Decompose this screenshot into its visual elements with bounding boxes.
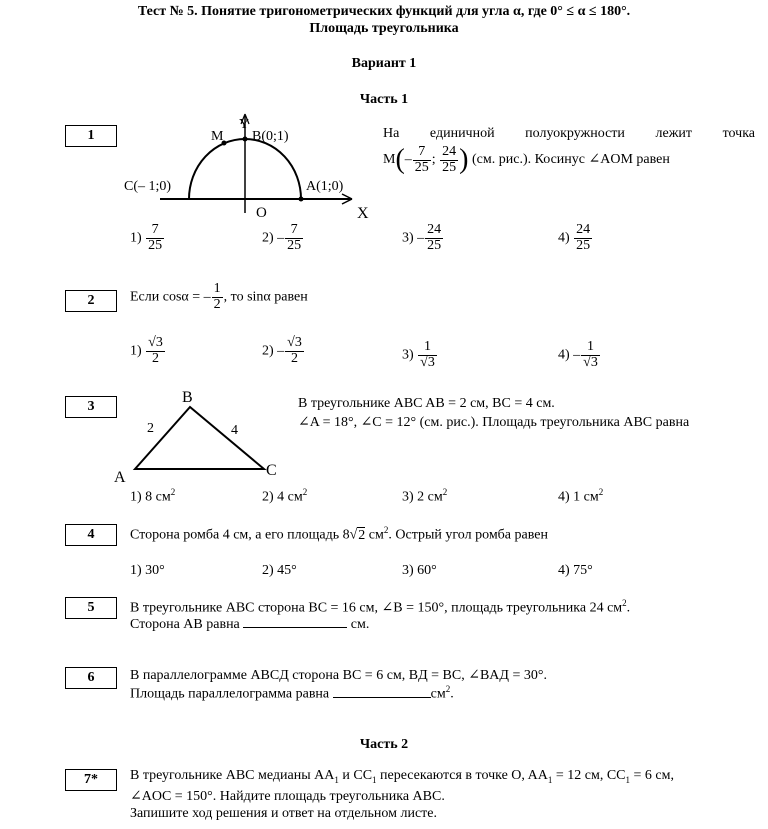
q3-option-sup: 2	[170, 487, 176, 497]
q1-option-1	[130, 223, 165, 253]
q3-text-line1: В треугольнике ABC AB = 2 см, BC = 4 см.	[298, 396, 555, 411]
q6-text-end: .	[450, 686, 454, 702]
q5-text-after: см.	[350, 617, 370, 632]
q7-sub: 1	[625, 774, 631, 785]
q1-m-x-frac	[413, 145, 431, 175]
origin-label: O	[256, 205, 267, 221]
q3-option-text: 1) 8 см	[130, 489, 171, 505]
q1-option-den: 25	[576, 237, 591, 253]
q1-option-frac	[285, 223, 303, 253]
q2-option-frac	[146, 336, 165, 366]
q2-option-num: √3	[287, 335, 302, 350]
q7-sub: 1	[547, 774, 553, 785]
q2-option-sign: –	[573, 347, 581, 363]
q2-option-num: 1	[418, 340, 437, 356]
q6-text-line2	[130, 684, 454, 703]
q1-option-sign: –	[277, 230, 285, 246]
q2-option-frac	[581, 340, 600, 370]
question-number-box: 2	[65, 290, 117, 312]
q7-text: = 12 см, CC	[552, 768, 626, 783]
q5-sup: 2	[622, 598, 627, 608]
vertex-b-label: B	[182, 389, 193, 406]
q2-option-label: 3)	[402, 347, 414, 363]
q6-answer-blank[interactable]	[333, 686, 431, 698]
q1-m-y-den: 25	[442, 159, 457, 175]
q2-option-2	[262, 336, 305, 366]
q1-option-label: 2)	[262, 230, 274, 246]
q6-sup: 2	[445, 684, 451, 694]
q3-option-text: 4) 1 см	[558, 489, 599, 505]
point-c-label: C(– 1;0)	[124, 179, 172, 194]
q5-text: В треугольнике ABC сторона BC = 16 см, ∠B = 150°, площадь треугольника 24 см	[130, 600, 623, 616]
point-b	[243, 137, 248, 142]
q5-answer-blank[interactable]	[243, 616, 347, 628]
q4-option-2: 2) 45°	[262, 563, 297, 578]
q1-point-m: M	[383, 152, 396, 168]
part1-heading: Часть 1	[359, 92, 409, 107]
triangle-abc	[135, 407, 264, 469]
part2-heading: Часть 2	[359, 737, 409, 752]
q5-text-line2	[130, 616, 369, 633]
q2-frac	[212, 282, 223, 312]
q4-option-4: 4) 75°	[558, 563, 593, 578]
q3-option-3	[402, 487, 447, 506]
q2-option-den: √3	[420, 354, 435, 370]
q6-text-line1: В параллелограмме ABCД сторона BC = 6 см, BД = BC, ∠BAД = 30°.	[130, 668, 547, 683]
q3-option-text: 2) 4 см	[262, 489, 303, 505]
q7-text-line1	[130, 768, 674, 785]
q1-option-2	[262, 223, 304, 253]
q3-option-4	[558, 487, 603, 506]
q7-text: = 6 см,	[630, 768, 674, 783]
triangle-figure	[110, 385, 290, 485]
q2-text	[130, 282, 308, 312]
q1-option-den: 25	[287, 237, 302, 253]
q3-option-sup: 2	[302, 487, 308, 497]
q1-paren-open: (	[395, 144, 405, 175]
q2-option-label: 4)	[558, 347, 570, 363]
q3-option-sup: 2	[442, 487, 448, 497]
q1-option-label: 4)	[558, 230, 570, 246]
q3-option-text: 3) 2 см	[402, 489, 443, 505]
q3-option-2	[262, 487, 307, 506]
q1-option-label: 3)	[402, 230, 414, 246]
q1-option-den: 25	[427, 237, 442, 253]
q6-text-after: см	[430, 686, 446, 702]
point-m-label: M	[211, 129, 224, 144]
q2-option-1	[130, 336, 166, 366]
q7-sub: 1	[334, 774, 339, 785]
vertex-c-label: C	[266, 462, 277, 479]
y-axis-label: Y	[239, 117, 250, 132]
q1-text-line2: M(– $\frac{7}{25}$ ; $\frac{24}{25}$ ) (см. рис.). Косинус ∠AOM равен	[383, 143, 670, 175]
q1-paren-close: )	[459, 144, 469, 175]
q4-text-after: см	[365, 527, 384, 543]
q1-m-y-num: 24	[442, 143, 457, 159]
q2-option-num: √3	[148, 335, 163, 350]
q7-sub: 1	[372, 774, 377, 785]
q4-text: Сторона ромба 4 см, а его площадь 8√2 $см^2$. Острый угол ромба равен	[130, 525, 548, 543]
q2-text-before: Если cosα = –	[130, 289, 211, 305]
q7-text-line2: ∠AOC = 150°. Найдите площадь треугольника ABC.	[130, 789, 445, 804]
q1-option-4	[558, 223, 593, 253]
point-a-label: A(1;0)	[306, 179, 344, 194]
vertex-a-label: A	[114, 469, 126, 485]
q6-text-before: Площадь параллелограмма равна	[130, 686, 330, 702]
q7-text: В треугольнике ABC медианы AA	[130, 768, 335, 783]
q1-text-line1: На единичной полуокружности лежит точка	[383, 126, 755, 141]
q2-frac-den: 2	[213, 296, 221, 312]
q2-option-3	[402, 340, 438, 370]
question-number-box: 6	[65, 667, 117, 689]
q7-text: и CC	[338, 768, 373, 783]
q7-text-line3: Запишите ход решения и ответ на отдельном листе.	[130, 806, 438, 821]
q1-option-num: 7	[285, 223, 303, 239]
q3-text-line2: ∠A = 18°, ∠C = 12° (см. рис.). Площадь треугольника ABC равна	[298, 415, 690, 430]
q1-option-frac	[146, 223, 164, 253]
q4-text-end: . Острый угол ромба равен	[388, 527, 548, 543]
q1-m-x-den: 25	[414, 159, 429, 175]
point-b-label: B(0;1)	[252, 129, 289, 144]
question-number-box: 7*	[65, 769, 117, 791]
q1-m-y-frac	[440, 145, 458, 175]
q4-text-before: Сторона ромба 4 см, а его площадь 8	[130, 527, 350, 543]
q5-text-before: Сторона AB равна	[130, 617, 240, 632]
q5-text-line1	[130, 598, 630, 617]
q2-option-den: √3	[583, 354, 598, 370]
q2-frac-num: 1	[213, 281, 221, 296]
q1-option-frac	[425, 223, 443, 253]
q2-option-label: 2)	[262, 343, 274, 359]
x-axis-label: X	[357, 205, 369, 222]
q2-option-sign: –	[277, 343, 285, 359]
point-a	[299, 197, 304, 202]
q1-option-num: 7	[146, 223, 164, 239]
q1-option-num: 24	[576, 222, 591, 237]
question-number-box: 5	[65, 597, 117, 619]
q1-option-frac	[574, 223, 592, 253]
q2-option-den: 2	[291, 350, 299, 366]
question-number-box: 1	[65, 125, 117, 147]
q4-option-3: 3) 60°	[402, 563, 437, 578]
q1-question-text: (см. рис.). Косинус ∠AOM равен	[472, 152, 670, 168]
q3-option-sup: 2	[598, 487, 604, 497]
side-ab-label: 2	[147, 421, 154, 436]
q2-text-after: , то sinα равен	[223, 289, 308, 305]
q1-m-x-num: 7	[413, 145, 431, 161]
page-subtitle: Площадь треугольника	[309, 21, 459, 36]
q2-option-frac	[285, 336, 304, 366]
q4-option-1: 1) 30°	[130, 563, 165, 578]
side-bc-label: 4	[231, 423, 238, 438]
q1-option-den: 25	[148, 237, 163, 253]
q2-option-num: 1	[581, 340, 600, 356]
q2-option-frac	[418, 340, 437, 370]
page-title: Тест № 5. Понятие тригонометрических функций для угла α, где 0° ≤ α ≤ 180°.	[137, 4, 631, 19]
question-number-box: 3	[65, 396, 117, 418]
q4-sqrt-arg: 2	[358, 527, 366, 543]
q1-option-label: 1)	[130, 230, 142, 246]
question-number-box: 4	[65, 524, 117, 546]
q1-option-num: 24	[427, 222, 442, 237]
q2-option-den: 2	[152, 350, 160, 366]
q2-option-4	[558, 340, 601, 370]
q5-text-end: .	[626, 600, 631, 616]
variant-heading: Вариант 1	[351, 56, 417, 71]
q1-option-sign: –	[417, 230, 425, 246]
q7-text: пересекаются в точке O, AA	[376, 768, 548, 783]
q2-option-label: 1)	[130, 343, 142, 359]
q4-sup: 2	[383, 525, 389, 535]
unit-semicircle-figure	[120, 110, 380, 222]
q3-option-1	[130, 487, 175, 506]
q1-option-3	[402, 223, 444, 253]
